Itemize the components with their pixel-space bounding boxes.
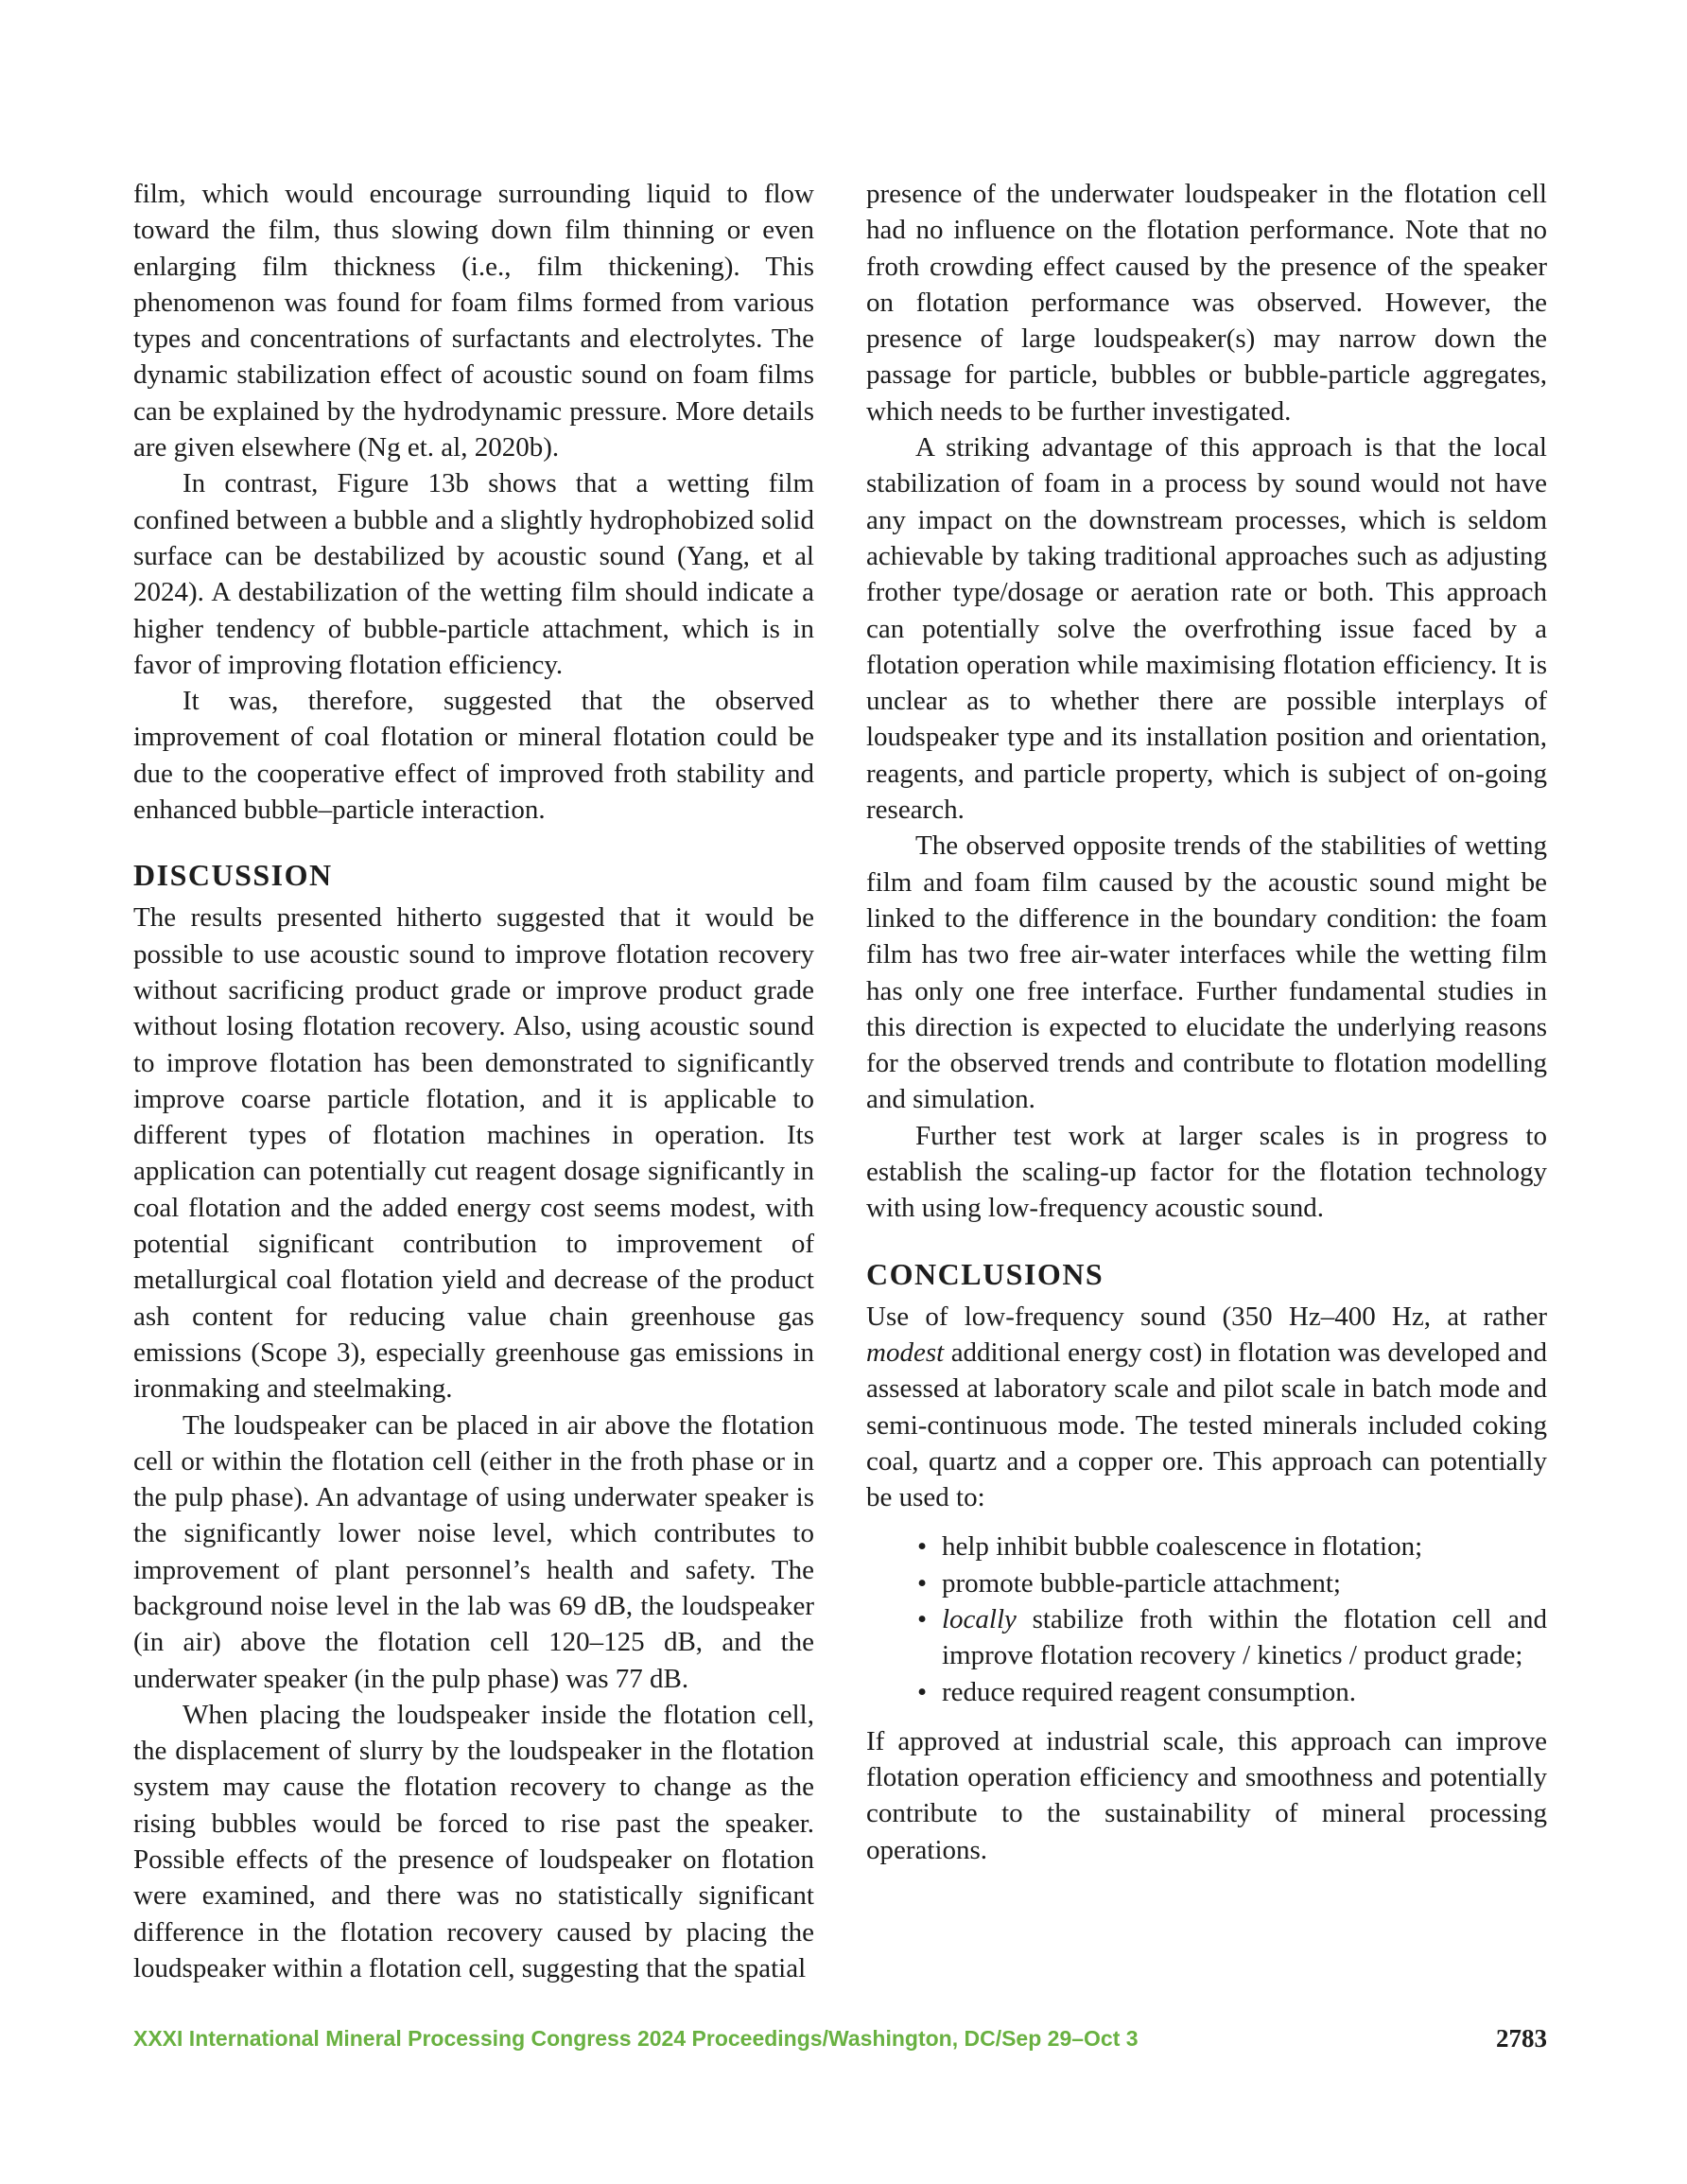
list-item-text: help inhibit bubble coalescence in flotation;	[942, 1531, 1423, 1563]
text-run: additional energy cost) in flotation was developed and assessed at laboratory scale and pilot scale in batch mode and semi-continuous mode. The tested minerals included coking coal, quartz and a copper ore. This approach can potentially be used to:	[866, 1337, 1547, 1513]
bullet-icon: •	[917, 1531, 928, 1563]
paragraph: A striking advantage of this approach is that the local stabilization of foam in a process by sound would not have any impact on the downstream processes, which is seldom achievable by taking traditional approaches such as adjusting frother type/dosage or aeration rate or both. This approach can potentially solve the overfrothing issue faced by a flotation operation while maximising flotation efficiency. It is unclear as to whether there are possible interplays of loudspeaker type and its installation position and orientation, reagents, and particle property, which is subject of on-going research.	[866, 432, 1547, 826]
right-column	[866, 176, 1547, 1868]
list-item	[917, 1529, 1547, 1564]
list-item	[917, 1565, 1547, 1601]
paragraph: When placing the loudspeaker inside the flotation cell, the displacement of slurry by the loudspeaker in the flotation system may cause the flotation recovery to change as the rising bubbles would be forced to rise past the speaker. Possible effects of the presence of loudspeaker on flotation were examined, and there was no statistically significant difference in the flotation recovery caused by placing the loudspeaker within a flotation cell, suggesting that the spatial	[133, 1699, 814, 1983]
page-footer	[133, 2026, 1547, 2064]
paragraph: presence of the underwater loudspeaker in the flotation cell had no influence on the flotation performance. Note that no froth crowding effect caused by the presence of the speaker on flotation performance was observed. However, the presence of large loudspeaker(s) may narrow down the passage for particle, bubbles or bubble-particle aggregates, which needs to be further investigated.	[866, 179, 1547, 427]
list-item-text: reduce required reagent consumption.	[942, 1676, 1357, 1707]
page-number: 2783	[1496, 2024, 1547, 2053]
list-item	[917, 1601, 1547, 1674]
bullet-icon: •	[917, 1567, 928, 1599]
footer-proceedings-title: XXXI International Mineral Processing Congress 2024 Proceedings/Washington, DC/Sep 29–Oct 3	[133, 2026, 1139, 2051]
left-column	[133, 176, 814, 1986]
paragraph	[866, 1299, 1547, 1516]
paragraph: In contrast, Figure 13b shows that a wetting film confined between a bubble and a slightly hydrophobized solid surface can be destabilized by acoustic sound (Yang, et al 2024). A destabilization of the wetting film should indicate a higher tendency of bubble-particle attachment, which is in favor of improving flotation efficiency.	[133, 468, 814, 680]
paragraph: The results presented hitherto suggested that it would be possible to use acoustic sound to improve flotation recovery without sacrificing product grade or improve product grade without losing flotation recovery. Also, using acoustic sound to improve flotation has been demonstrated to significantly improve coarse particle flotation, and it is applicable to different types of flotation machines in operation. Its application can potentially cut reagent dosage significantly in coal flotation and the added energy cost seems modest, with potential significant contribution to improvement of metallurgical coal flotation yield and decrease of the product ash content for reducing value chain greenhouse gas emissions (Scope 3), especially greenhouse gas emissions in ironmaking and steelmaking.	[133, 902, 814, 1405]
paragraph: The observed opposite trends of the stabilities of wetting film and foam film caused by the acoustic sound might be linked to the difference in the boundary condition: the foam film has two free air-water interfaces while the wetting film has only one free interface. Further fundamental studies in this direction is expected to elucidate the underlying reasons for the observed trends and contribute to flotation modelling and simulation.	[866, 830, 1547, 1115]
paragraph: Further test work at larger scales is in progress to establish the scaling-up factor for the flotation technology with using low-frequency acoustic sound.	[866, 1120, 1547, 1224]
emphasis: modest	[866, 1337, 945, 1368]
emphasis: locally	[942, 1603, 1017, 1634]
paragraph: The loudspeaker can be placed in air above the flotation cell or within the flotation cell (either in the froth phase or in the pulp phase). An advantage of using underwater speaker is the significantly lower noise level, which contributes to improvement of plant personnel’s health and safety. The background noise level in the lab was 69 dB, the loudspeaker (in air) above the flotation cell 120–125 dB, and the underwater speaker (in the pulp phase) was 77 dB.	[133, 1409, 814, 1694]
bullet-icon: •	[917, 1603, 928, 1634]
list-item-text: stabilize froth within the flotation cell and improve flotation recovery / kinetics / product grade;	[942, 1603, 1547, 1671]
paragraph: film, which would encourage surrounding liquid to flow toward the film, thus slowing down film thinning or even enlarging film thickness (i.e., film thickening). This phenomenon was found for foam films formed from various types and concentrations of surfactants and electrolytes. The dynamic stabilization effect of acoustic sound on foam films can be explained by the hydrodynamic pressure. More details are given elsewhere (Ng et. al, 2020b).	[133, 179, 814, 463]
text-run: Use of low-frequency sound (350 Hz–400 Hz, at rather	[866, 1301, 1547, 1332]
bullet-icon: •	[917, 1676, 928, 1707]
paragraph: It was, therefore, suggested that the observed improvement of coal flotation or mineral flotation could be due to the cooperative effect of improved froth stability and enhanced bubble–particle interaction.	[133, 686, 814, 826]
conclusions-list	[866, 1529, 1547, 1709]
section-heading-conclusions: CONCLUSIONS	[866, 1256, 1104, 1291]
list-item-text: promote bubble-particle attachment;	[942, 1567, 1341, 1599]
paragraph: If approved at industrial scale, this approach can improve flotation operation efficiency and smoothness and potentially contribute to the sustainability of mineral processing operations.	[866, 1725, 1547, 1865]
list-item	[917, 1674, 1547, 1710]
section-heading-discussion: DISCUSSION	[133, 858, 333, 893]
